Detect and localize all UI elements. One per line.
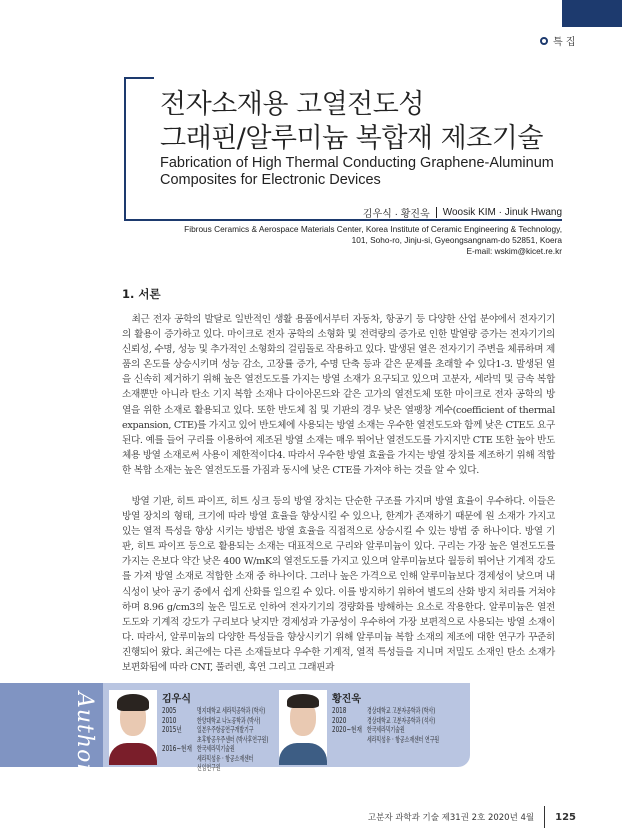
- bio-year: 2018: [332, 706, 347, 715]
- bio-text: 선임연구원: [197, 763, 221, 772]
- bio-year: [332, 735, 358, 745]
- page-number: 125: [555, 811, 576, 823]
- author-name: 황진욱: [332, 694, 361, 705]
- bio-row: [332, 735, 478, 745]
- bio-text: 세라믹섬유 · 항공소재센터: [197, 753, 254, 763]
- affiliation-address: 101, Soho-ro, Jinju-si, Gyeongsangnam-do 52851, Koera: [351, 235, 562, 245]
- authors-ko: 김우식 · 황진욱: [362, 209, 430, 220]
- author-label: Author: [72, 692, 97, 775]
- corner-block: [562, 0, 622, 27]
- section-tag-label: 특 집: [553, 37, 576, 48]
- bio-year: 2016~현재: [162, 744, 192, 753]
- bio-year: 2020: [332, 715, 347, 725]
- paragraph: 방열 기판, 히트 파이프, 히트 싱크 등의 방열 장치는 단순한 구조를 가지며 방열 효율이 우수하다. 이들은 방열 장치의 형태, 크기에 따라 방열 효율을 향상시킬 수 있으나, 한계가 존재하기 때문에 원 소재가 가지고 있는 열적 특성을 향상 시키는 방법은 방열 효율을 직접적으로 상승시킬 수 있는 방법 중 하나이다. 방열 기판, 히트 파이프 등으로 활용되는 소재는 대표적으로 구리와 알루미늄이 있다. 구리는 가장 높은 열전도도를 가지는 은보다 약간 낮은 400 W/mK의 열전도도를 가지고 있으며 알루미늄보다 월등히 뛰어난 기계적 강도를 가져 방열 소재로 적합한 소재 중 하나이다. 그러나 높은 가격으로 인해 알루미늄보다 경제성이 낮으며 내식성이 낮아 공기 중에서 쉽게 산화를 일으킬 수 있다. 이를 방지하기 위하여 별도의 산화 방지 처리를 거쳐야 하며 8.96 g/cm3의 높은 밀도로 인하여 전자기기의 경량화를 방해하는 요소로 작용한다. 알루미늄은 열전도도와 기계적 강도가 구리보다 낮지만 경제성과 가공성이 우수하여 가장 보편적으로 사용되는 방열 소재이다. 따라서, 알루미늄의 다양한 특성들을 향상시키기 위해 알루미늄 복합 소재의 제조에 대한 연구가 꾸준히 진행되어 왔다. 최근에는 다른 소재들보다 우수한 기계적, 열적 특성들을 지니며 저밀도 소재인 탄소 소재가 보편화됨에 따라 CNT, 풀러렌, 흑연 그리고 그래핀과: [122, 496, 555, 674]
- bio-text: 한국세라믹기술원: [367, 725, 405, 734]
- divider: [436, 207, 437, 218]
- title-ko-line-1: 전자소재용 고열전도성: [160, 89, 424, 120]
- author-photo: [279, 690, 327, 765]
- title-ko-line-2: 그래핀/알루미늄 복합재 제조기술: [160, 123, 543, 154]
- affiliation-email[interactable]: E-mail: wskim@kicet.re.kr: [466, 246, 562, 256]
- journal-info: 고분자 과학과 기술 제31권 2호 2020년 4월: [367, 813, 535, 823]
- bio-row: [332, 716, 478, 726]
- section-heading: 1. 서론: [122, 287, 161, 301]
- bio-text: 한양대학교 나노공학과 (박사): [197, 715, 261, 725]
- bio-year: [162, 754, 188, 764]
- bio-year: 2010: [162, 715, 177, 725]
- bio-row: [332, 706, 478, 716]
- bio-text: 일본우주항공연구개발기구: [197, 725, 254, 734]
- bio-text: 경상대학교 고분자공학과 (학사): [367, 706, 436, 715]
- author-bio: [332, 706, 478, 744]
- bio-text: 경상대학교 고분자공학과 (석사): [367, 715, 436, 725]
- paragraph: 최근 전자 공학의 발달로 일반적인 생활 용품에서부터 자동차, 항공기 등 다양한 산업 분야에서 전자기기의 활용이 증가하고 있다. 마이크로 전자 공학의 소형화 및 전력량의 증가로 인한 발열량 증가는 전자기기의 신뢰성, 수명, 성능 및 추가적인 소형화의 걸림돌로 작용하고 있다. 발생된 열은 전자기기 주변을 체류하며 제품의 온도를 상승시키며 성능 감소, 고장률 증가, 수명 단축 등과 같은 문제를 초래할 수 있다1-3. 발생된 열을 신속히 제거하기 위해 높은 열전도도를 가지는 방열 소재가 요구되고 있으며 고분자, 세라믹 및 금속 복합 소재뿐만 아니라 탄소 기지 복합 소재나 다이아몬드와 같은 고가의 열전도체 또한 마이크로 전자 공학의 방열을 위한 소재로 활용되고 있다. 또한 반도체 칩 및 기판의 경우 낮은 열팽창 계수(coefficient of thermal expansion, CTE)를 가지고 있어 반도체에 사용되는 방열 소재는 우수한 열전도도와 함께 낮은 CTE도 요구된다. 예를 들어 구리를 이용하여 제조된 방열 소재는 매우 뛰어난 열전도도를 가지지만 CTE 또한 높아 반도체용 방열 소재로써 사용이 제한적이다4. 따라서 우수한 방열 효율을 가지는 방열 장치를 제조하기 위해 적합한 복합 소재는 높은 열전도도를 가짐과 동시에 낮은 CTE를 가져야 하는 것을 알 수 있다.: [122, 314, 555, 476]
- bio-year: [162, 735, 188, 745]
- section-tag: [540, 33, 576, 48]
- divider: [544, 806, 545, 828]
- bio-text: 명지대학교 세라믹공학과 (학사): [197, 706, 266, 715]
- bio-year: 2020~현재: [332, 725, 362, 734]
- bio-text: 세라믹섬유 · 항공소재센터 연구원: [367, 734, 440, 744]
- bio-text: 한국세라믹기술원: [197, 744, 235, 753]
- circle-icon: [540, 37, 548, 45]
- bio-year: 2015년: [162, 725, 182, 734]
- bio-text: 초후항공우주센터 (박사후연구원): [197, 734, 269, 744]
- affiliation: [184, 224, 562, 257]
- author-line: [363, 205, 562, 220]
- bio-row: [332, 725, 478, 735]
- author-name: 김우식: [162, 694, 191, 705]
- title-en: Fabrication of High Thermal Conducting Graphene-Aluminum Composites for Electronic Devices: [160, 155, 554, 188]
- bio-year: [162, 763, 188, 773]
- affiliation-line: Fibrous Ceramics & Aerospace Materials Center, Korea Institute of Ceramic Engineering & Technology,: [184, 224, 562, 234]
- bio-year: 2005: [162, 706, 177, 715]
- author-photo: [109, 690, 157, 765]
- authors-en: Woosik KIM · Jinuk Hwang: [442, 207, 562, 218]
- page-footer: [368, 806, 576, 828]
